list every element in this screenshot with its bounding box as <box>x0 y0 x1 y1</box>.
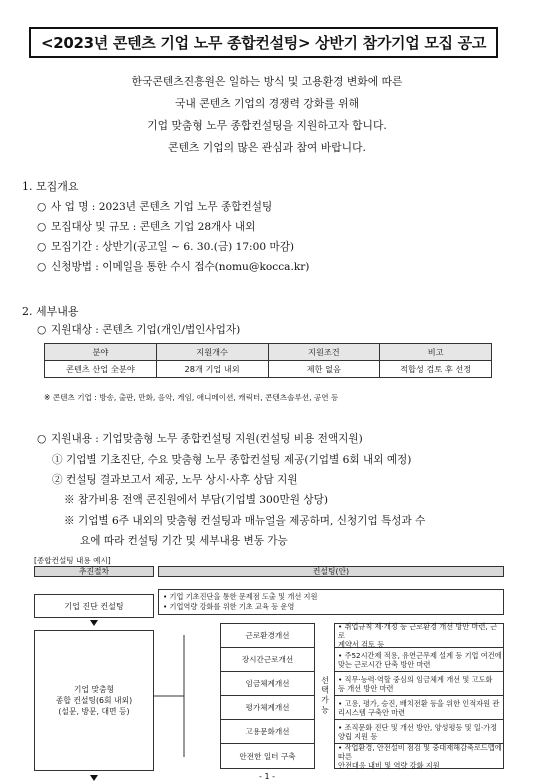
diagnosis-detail-line: • 기업역량 강화를 위한 기초 교육 등 운영 <box>163 602 295 611</box>
custom-step-line: 기업 맞춤형 <box>73 685 115 694</box>
reference-note: ※ 기업별 6주 내외의 맞춤형 컨설팅과 매뉴얼을 제공하며, 신청기업 특성과 수 <box>64 515 426 527</box>
consulting-header-text: 컨설팅(안) <box>312 567 350 576</box>
table-header: 비고 <box>380 344 492 361</box>
consulting-chart <box>34 555 504 782</box>
support-target: ○ 지원대상 : 콘텐츠 기업(개인/법인사업자) <box>37 324 241 336</box>
category-detail <box>335 744 503 768</box>
diagnosis-details <box>158 589 504 615</box>
support-content: ○ 지원내용 : 기업맞춤형 노무 종합컨설팅 지원(컨설팅 비용 전액지원) <box>37 433 363 445</box>
category-cell: 근로환경개선 <box>221 624 314 648</box>
chart-caption: [종합컨설팅 내용 예시] <box>34 556 111 565</box>
table-header: 지원개수 <box>156 344 268 361</box>
category-detail-line: 맞는 근로시간 단축 방안 마련 <box>338 659 431 669</box>
process-header <box>34 566 154 577</box>
category-column <box>220 623 315 769</box>
notice-title-text: <2023년 콘텐츠 기업 노무 종합컨설팅> 상반기 참가기업 모집 공고 <box>40 34 487 52</box>
section1-item-text: 모집대상 및 규모 : 콘텐츠 기업 28개사 내외 <box>51 221 256 233</box>
category-detail-line: • 고용, 평가, 승진, 배치전환 등을 위한 인적자원 관 <box>338 698 500 708</box>
section1-item-text: 사 업 명 : 2023년 콘텐츠 기업 노무 종합컨설팅 <box>51 201 273 213</box>
category-cell: 장시간근로개선 <box>221 648 314 672</box>
table-cell: 제한 없음 <box>268 361 380 378</box>
industry-note: ※ 콘텐츠 기업 : 방송, 출판, 만화, 음악, 게임, 애니메이션, 캐릭터, 콘텐츠솔루션, 공연 등 <box>44 393 339 402</box>
category-detail-line: 등 개선 방안 마련 <box>338 683 394 693</box>
category-detail-line: • 조직문화 진단 및 개선 방안, 양성평등 및 일·가정 <box>338 722 498 732</box>
diagnosis-detail-line: • 기업 기초진단을 통한 문제점 도출 및 개선 지원 <box>163 592 318 601</box>
category-detail-line: 안전대응 내비 및 역량 강화 지원 <box>338 760 440 770</box>
process-header-text: 추진절차 <box>78 567 110 576</box>
section2-heading: 2. 세부내용 <box>22 305 79 318</box>
category-detail-line: 계약서 검토 등 <box>338 640 385 649</box>
custom-step-line: 종합 컨설팅(6회 내외) <box>55 696 133 705</box>
custom-consulting-step <box>34 630 154 771</box>
category-detail-line: 리시스템 구축안 마련 <box>338 707 406 717</box>
category-cell: 평가체계개선 <box>221 696 314 720</box>
intro-line: 콘텐츠 기업의 많은 관심과 참여 바랍니다. <box>168 141 366 154</box>
intro-line: 국내 콘텐츠 기업의 경쟁력 강화를 위해 <box>174 97 360 110</box>
table-cell: 콘텐츠 산업 全분야 <box>45 361 157 378</box>
category-detail <box>335 672 503 696</box>
category-detail-line: 양립 지원 등 <box>338 731 378 741</box>
category-detail <box>335 720 503 744</box>
consulting-header <box>158 566 504 577</box>
section1-heading: 1. 모집개요 <box>22 180 79 193</box>
section1-item: ○ 모집기간 : 상반기(공고일 ~ 6. 30.(금) 17:00 마감) <box>37 241 295 253</box>
table-header: 분야 <box>45 344 157 361</box>
table-header-row <box>45 344 492 361</box>
table-header: 지원조건 <box>268 344 380 361</box>
intro-line: 기업 맞춤형 노무 종합컨설팅을 지원하고자 합니다. <box>147 119 387 132</box>
select-label: 선택가능 <box>320 676 330 716</box>
category-cell: 임금체계개선 <box>221 672 314 696</box>
category-detail-line: • 직무·능력·역할 중심의 임금체계 개선 및 고도화 <box>338 674 493 684</box>
category-detail-line: • 주52시간제 적용, 유연근무제 설계 등 기업 여건에 <box>338 650 502 660</box>
category-detail-line: • 작업환경, 안전설비 점검 및 중대재해감축로드맵에 따른 <box>338 742 502 761</box>
custom-step-line: (설문, 방문, 대면 등) <box>58 707 130 716</box>
support-content-text: 지원내용 : 기업맞춤형 노무 종합컨설팅 지원(컨설팅 비용 전액지원) <box>51 433 363 445</box>
reference-note: 요에 따라 컨설팅 기간 및 세부내용 변동 가능 <box>80 535 288 547</box>
connector-lines <box>154 623 220 769</box>
section1-item-text: 신청방법 : 이메일을 통한 수시 접수(nomu@kocca.kr) <box>51 261 310 273</box>
notice-title <box>29 27 498 58</box>
category-detail <box>335 648 503 672</box>
section1-item: ○ 신청방법 : 이메일을 통한 수시 접수(nomu@kocca.kr) <box>37 261 310 273</box>
category-detail <box>335 696 503 720</box>
support-sub-item: ① 기업별 기초진단, 수요 맞춤형 노무 종합컨설팅 제공(기업별 6회 내외 예정) <box>52 454 412 466</box>
section1-item-text: 모집기간 : 상반기(공고일 ~ 6. 30.(금) 17:00 마감) <box>51 241 295 253</box>
support-target-text: 지원대상 : 콘텐츠 기업(개인/법인사업자) <box>51 324 241 336</box>
section1-item: ○ 사 업 명 : 2023년 콘텐츠 기업 노무 종합컨설팅 <box>37 201 273 213</box>
diagnosis-step <box>34 594 154 618</box>
support-sub-item: ② 컨설팅 결과보고서 제공, 노무 상시·사후 상담 지원 <box>52 474 298 486</box>
intro-line: 한국콘텐츠진흥원은 일하는 방식 및 고용환경 변화에 따른 <box>131 75 403 88</box>
page-number: - 1 - <box>259 772 275 781</box>
support-table <box>44 343 492 378</box>
category-detail-column <box>334 623 504 769</box>
down-arrow-icon <box>90 620 98 626</box>
category-cell: 안전한 일터 구축 <box>239 751 296 761</box>
category-cell: 고용문화개선 <box>221 720 314 744</box>
table-cell: 적합성 검토 후 선정 <box>380 361 492 378</box>
intro-paragraph <box>0 71 534 159</box>
table-row <box>45 361 492 378</box>
diagnosis-step-label: 기업 진단 컨설팅 <box>64 601 124 611</box>
select-label-column <box>317 623 333 769</box>
category-detail <box>335 624 503 648</box>
category-detail-line: • 취업규칙 제·개정 등 근로환경 개선 방안 마련, 근로 <box>338 622 498 640</box>
reference-note: ※ 참가비용 전액 콘진원에서 부담(기업별 300만원 상당) <box>64 494 328 506</box>
table-cell: 28개 기업 내외 <box>156 361 268 378</box>
section1-item: ○ 모집대상 및 규모 : 콘텐츠 기업 28개사 내외 <box>37 221 256 233</box>
